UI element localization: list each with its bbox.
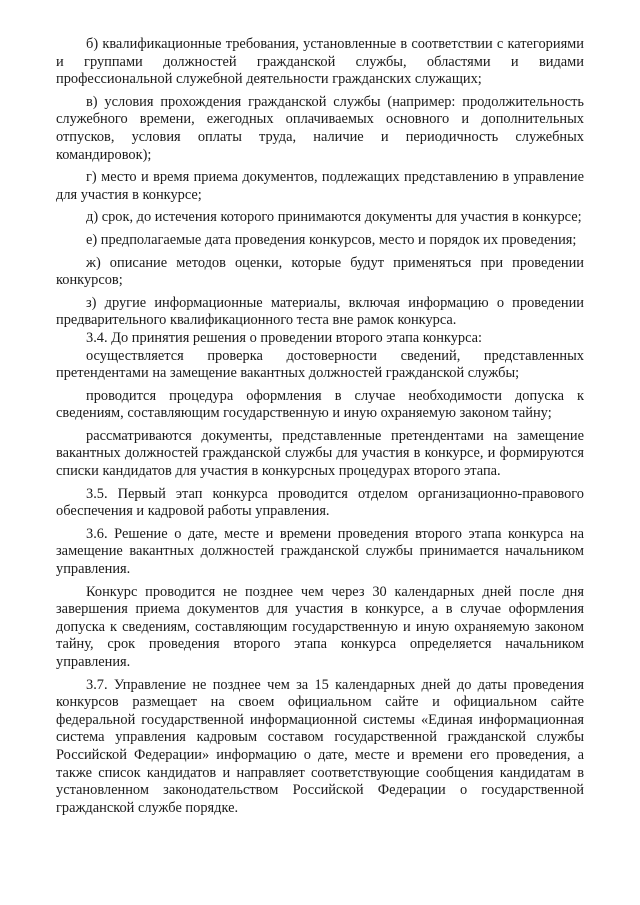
paragraph-clearance: проводится процедура оформления в случае необходимости допуска к сведениям, составляющим государственную и иную охраняемую законом тайну; [56,387,584,422]
paragraph-verification: осуществляется проверка достоверности сведений, представленных претендентами на замещение вакантных должностей гражданской службы; [56,347,584,382]
paragraph-item-v: в) условия прохождения гражданской службы (например: продолжительность служебного времени, ежегодных оплачиваемых основного и дополнительных отпусков, условия оплаты труда, наличие и периодичность служебных командировок); [56,93,584,163]
paragraph-item-e: е) предполагаемые дата проведения конкурсов, место и порядок их проведения; [86,231,577,248]
section-3-6: 3.6. Решение о дате, месте и времени проведения второго этапа конкурса на замещение вакантных должностей гражданской службы принимается начальником управления. [56,525,584,578]
paragraph-item-z: з) другие информационные материалы, включая информацию о проведении предварительного квалификационного теста вне рамок конкурса. [56,294,584,329]
paragraph-item-g: г) место и время приема документов, подлежащих представлению в управление для участия в конкурсе; [56,169,584,203]
section-3-5: 3.5. Первый этап конкурса проводится отделом организационно-правового обеспечения и кадровой работы управления. [56,485,584,520]
section-3-7: 3.7. Управление не позднее чем за 15 календарных дней до даты проведения конкурсов размещает на своем официальном сайте и официальном сайте федеральной государственной информационной системы «Единая информационная система управления кадровым составом государственной гражданской службы Российской Федерации» информацию о дате, месте и времени его проведения, а также список кандидатов и направляет соответствующие сообщения кандидатам в установленном законодательством Российской Федерации о государственной гражданской службе порядке. [56,676,584,816]
paragraph-review-documents: рассматриваются документы, представленные претендентами на замещение вакантных должностей гражданской службы для участия в конкурсе, и формируются списки кандидатов для участия в конкурсных процедурах второго этапа. [56,427,584,480]
paragraph-item-d: д) срок, до истечения которого принимаются документы для участия в конкурсе; [86,209,582,226]
paragraph-item-zh: ж) описание методов оценки, которые будут применяться при проведении конкурсов; [56,254,584,289]
section-3-4-heading: 3.4. До принятия решения о проведении второго этапа конкурса: [86,329,483,346]
document-page [56,36,584,817]
paragraph-competition-deadline: Конкурс проводится не позднее чем через 30 календарных дней после дня завершения приема документов для участия в конкурсе, а в случае оформления допуска к сведениям, составляющим государственную и иную охраняемую законом тайну, срок проведения второго этапа конкурса определяется начальником управления. [56,583,584,670]
paragraph-item-b: б) квалификационные требования, установленные в соответствии с категориями и группами должностей гражданской службы, областями и видами профессиональной служебной деятельности гражданских служащих; [56,36,584,88]
